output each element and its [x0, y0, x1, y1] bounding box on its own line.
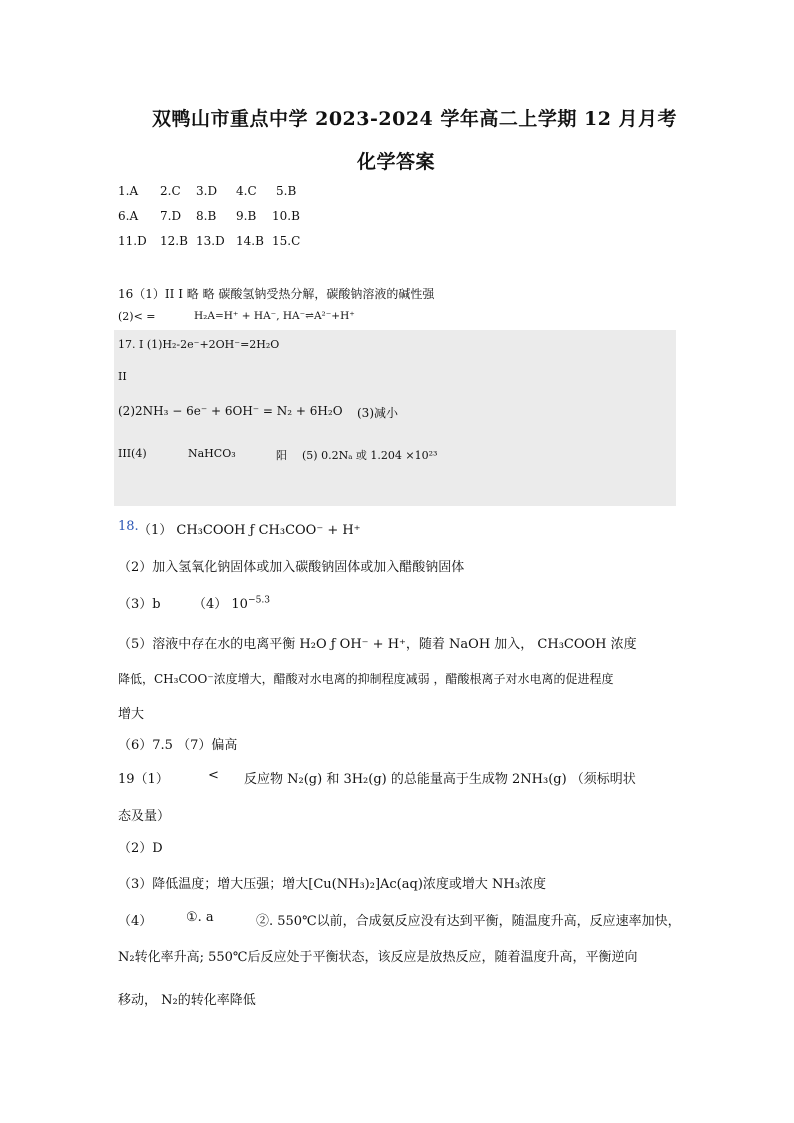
q17-line4-d: (5) 0.2Nₐ 或 1.204 ×10²³	[302, 449, 438, 462]
mc-answer: 1.A	[118, 184, 139, 198]
mc-answer: 10.B	[272, 209, 300, 223]
q19-line7: 移动， N₂的转化率降低	[118, 993, 256, 1008]
q18-line2: （2）加入氢氧化钠固体或加入碳酸钠固体或加入醋酸钠固体	[118, 560, 465, 575]
q19-op: <	[208, 768, 219, 783]
q19-line1: 反应物 N₂(g) 和 3H₂(g) 的总能量高于生成物 2NH₃(g) （须标明状	[244, 772, 636, 787]
mc-answer: 12.B	[160, 234, 188, 248]
q19-line3: （2）D	[118, 841, 163, 856]
q16-line2-b: H₂A=H⁺ + HA⁻, HA⁻⇌A²⁻+H⁺	[194, 310, 355, 322]
q16-line2-a: (2)< =	[118, 310, 156, 323]
q17-line3-b: (3)减小	[357, 406, 398, 420]
q17-line4-a: III(4)	[118, 447, 147, 460]
q17-line2: II	[118, 370, 127, 383]
mc-answer: 14.B	[236, 234, 264, 248]
page-title: 双鸭山市重点中学 2023-2024 学年高二上学期 12 月月考	[152, 108, 678, 130]
q18-line4: （5）溶液中存在水的电离平衡 H₂O ƒ OH⁻ + H⁺，随着 NaOH 加入， CH₃COOH 浓度	[118, 637, 637, 652]
mc-answer: 7.D	[160, 209, 182, 223]
q16-line1: 16（1）II I 略 略 碳酸氢钠受热分解，碳酸钠溶液的碱性强	[118, 287, 435, 301]
mc-answer: 2.C	[160, 184, 181, 198]
q19-line5-b: ①. a	[186, 910, 214, 925]
q18-line3-b	[193, 593, 270, 612]
page-subtitle: 化学答案	[357, 151, 436, 173]
mc-answer: 13.D	[196, 234, 225, 248]
mc-answer: 5.B	[276, 184, 297, 198]
mc-answer: 15.C	[272, 234, 301, 248]
q18-line5: 降低，CH₃COO⁻浓度增大，醋酸对水电离的抑制程度减弱 ，醋酸根离子对水电离的促进程度	[118, 672, 614, 686]
q19-line5-a: （4）	[118, 914, 153, 929]
q17-line1: 17. I (1)H₂-2e⁻+2OH⁻=2H₂O	[118, 338, 280, 351]
q18-line7: （6）7.5 （7）偏高	[118, 738, 238, 753]
mc-answer: 6.A	[118, 209, 139, 223]
q19-line4: （3）降低温度；增大压强；增大[Cu(NH₃)₂]Ac(aq)浓度或增大 NH₃浓度	[118, 877, 546, 892]
q19-number: 19（1）	[118, 772, 169, 787]
q17-line4-b: NaHCO₃	[188, 447, 236, 460]
q18-number: 18.	[118, 519, 139, 534]
mc-answer: 4.C	[236, 184, 257, 198]
q17-line3-a: (2)2NH₃ − 6e⁻ + 6OH⁻ = N₂ + 6H₂O	[118, 404, 343, 418]
q17-line4-c: 阳	[276, 449, 287, 462]
mc-answer: 3.D	[196, 184, 218, 198]
mc-answer: 9.B	[236, 209, 257, 223]
q19-line6: N₂转化率升高; 550℃后反应处于平衡状态，该反应是放热反应，随着温度升高，平衡逆向	[118, 950, 638, 965]
q18-line1: （1） CH₃COOH ƒ CH₃COO⁻ + H⁺	[138, 523, 361, 538]
q19-line2: 态及量）	[118, 809, 171, 824]
mc-answer: 8.B	[196, 209, 217, 223]
q18-line6: 增大	[118, 707, 145, 722]
mc-answer: 11.D	[118, 234, 147, 248]
q18-line3-b-exponent: −5.3	[247, 595, 271, 606]
q18-line3-b-base: （4） 10	[193, 597, 248, 612]
q19-line5-c: ②. 550℃以前，合成氨反应没有达到平衡，随温度升高，反应速率加快，	[256, 914, 681, 929]
q18-line3-a: （3）b	[118, 597, 161, 612]
